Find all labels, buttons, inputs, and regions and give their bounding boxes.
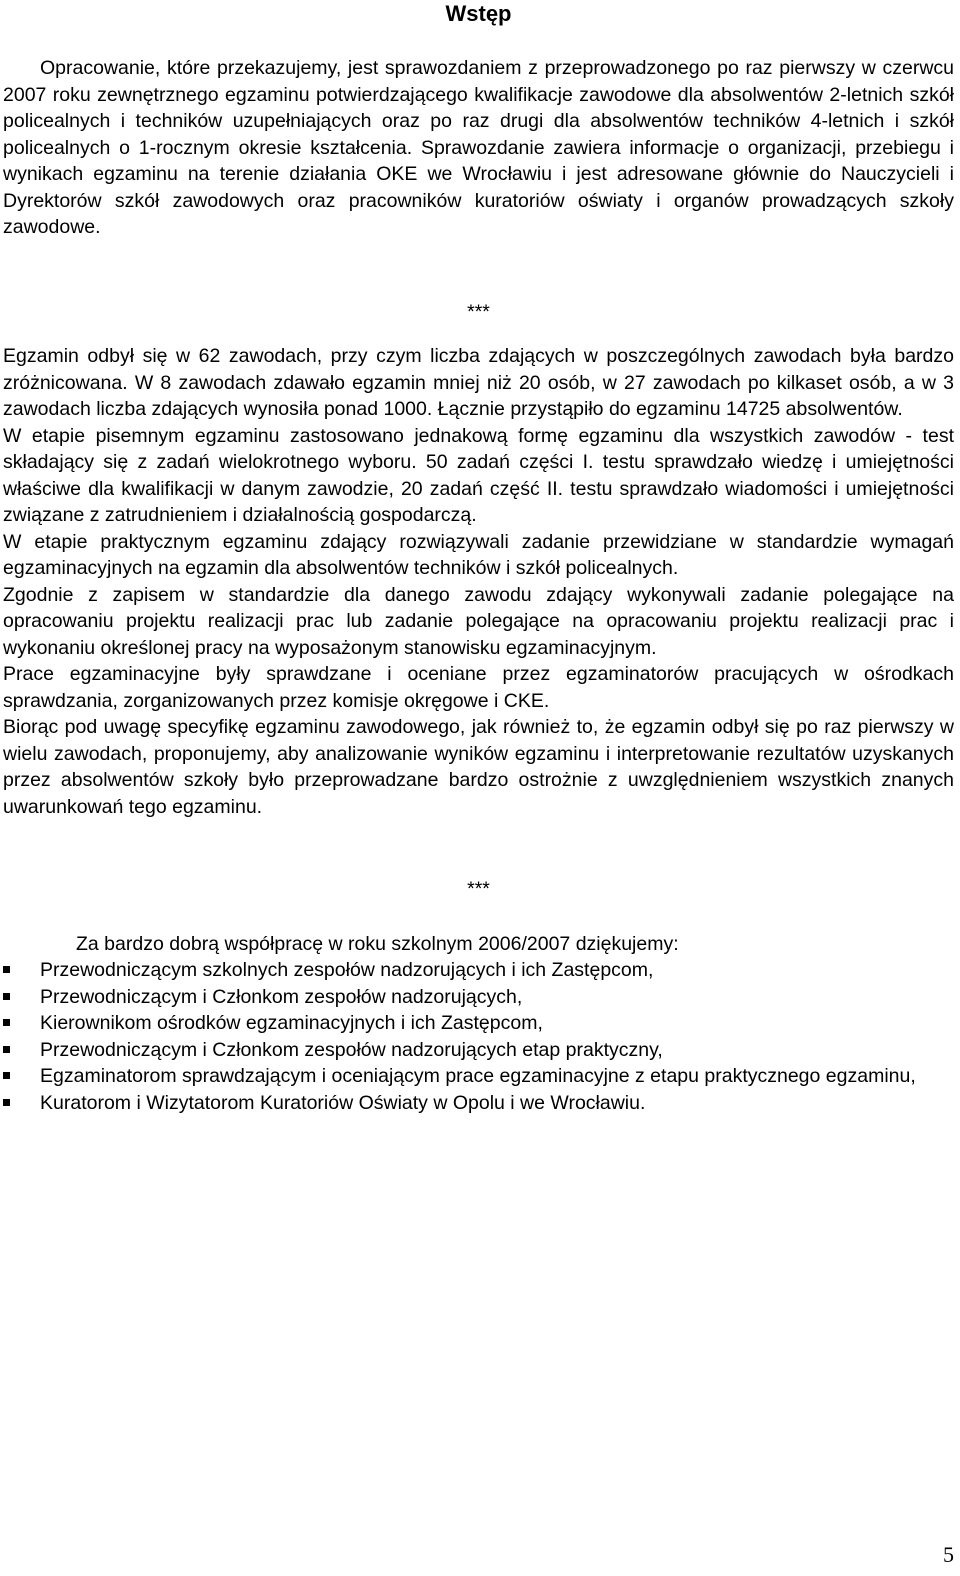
thanks-list [3,957,954,1116]
list-item-text: Przewodniczącym szkolnych zespołów nadzorujących i ich Zastępcom, [40,959,654,981]
page-number: 5 [943,1542,954,1567]
list-item-text: Egzaminatorom sprawdzającym i oceniającym prace egzaminacyjne z etapu praktycznego egzaminu, [40,1065,916,1087]
list-item [3,1063,954,1090]
square-bullet-icon [3,966,10,973]
body-paragraph: Prace egzaminacyjne były sprawdzane i oceniane przez egzaminatorów pracujących w ośrodkach sprawdzania, zorganizowanych przez komisje okręgowe i CKE. [3,663,954,712]
square-bullet-icon [3,1099,10,1106]
list-item [3,984,954,1011]
section-separator: *** [467,878,490,900]
intro-paragraph: Opracowanie, które przekazujemy, jest sprawozdaniem z przeprowadzonego po raz pierwszy w czerwcu 2007 roku zewnętrznego egzaminu potwierdzającego kwalifikacje zawodowe dla absolwentów 2-letnich szkół policealnych i techników uzupełniających oraz po raz drugi dla absolwentów techników 4-letnich i szkół policealnych o 1-rocznym okresie kształcenia. Sprawozdanie zawiera informacje o organizacji, przebiegu i wynikach egzaminu na terenie działania OKE we Wrocławiu i jest adresowane głównie do Nauczycieli i Dyrektorów szkół zawodowych oraz pracowników kuratoriów oświaty i organów prowadzących szkoły zawodowe. [3,57,954,238]
list-item [3,1010,954,1037]
body-paragraph: Zgodnie z zapisem w standardzie dla danego zawodu zdający wykonywali zadanie polegające na opracowaniu projektu realizacji prac lub zadanie polegające na opracowaniu projektu realizacji prac i wykonaniu określonej pracy na wyposażonym stanowisku egzaminacyjnym. [3,583,954,659]
page-title: Wstęp [445,1,512,26]
body-paragraph: W etapie pisemnym egzaminu zastosowano jednakową formę egzaminu dla wszystkich zawodów - test składający się z zadań wielokrotnego wyboru. 50 zadań części I. testu sprawdzało wiedzę i umiejętności właściwe dla kwalifikacji w danym zawodzie, 20 zadań część II. testu sprawdzało wiadomości i umiejętności związane z zatrudnieniem i działalnością gospodarczą. [3,424,954,526]
body-paragraph: W etapie praktycznym egzaminu zdający rozwiązywali zadanie przewidziane w standardzie wymagań egzaminacyjnych na egzamin dla absolwentów techników i szkół policealnych. [3,530,954,579]
square-bullet-icon [3,1046,10,1053]
body-paragraph: Egzamin odbył się w 62 zawodach, przy czym liczba zdających w poszczególnych zawodach była bardzo zróżnicowana. W 8 zawodach zdawało egzamin mniej niż 20 osób, w 27 zawodach po kilkaset osób, a w 3 zawodach liczba zdających wynosiła ponad 1000. Łącznie przystąpiło do egzaminu 14725 absolwentów. [3,345,954,420]
list-item [3,1037,954,1064]
document-page [3,0,954,1116]
list-item-text: Przewodniczącym i Członkom zespołów nadzorujących, [40,985,523,1008]
square-bullet-icon [3,1072,10,1079]
section-separator: *** [467,300,490,323]
square-bullet-icon [3,1019,10,1026]
list-item [3,957,954,984]
list-item [3,1090,954,1117]
list-item-text: Kierownikom ośrodków egzaminacyjnych i ich Zastępcom, [40,1012,543,1034]
body-section [3,343,954,820]
thanks-intro: Za bardzo dobrą współpracę w roku szkolnym 2006/2007 dziękujemy: [76,932,679,955]
list-item-text: Przewodniczącym i Członkom zespołów nadzorujących etap praktyczny, [40,1038,663,1061]
list-item-text: Kuratorom i Wizytatorom Kuratoriów Oświaty w Opolu i we Wrocławiu. [40,1091,646,1114]
square-bullet-icon [3,993,10,1000]
body-paragraph: Biorąc pod uwagę specyfikę egzaminu zawodowego, jak również to, że egzamin odbył się po raz pierwszy w wielu zawodach, proponujemy, aby analizowanie wyników egzaminu i interpretowanie rezultatów uzyskanych przez absolwentów szkoły było przeprowadzane bardzo ostrożnie z uwzględnieniem wszystkich znanych uwarunkowań tego egzaminu. [3,716,954,818]
